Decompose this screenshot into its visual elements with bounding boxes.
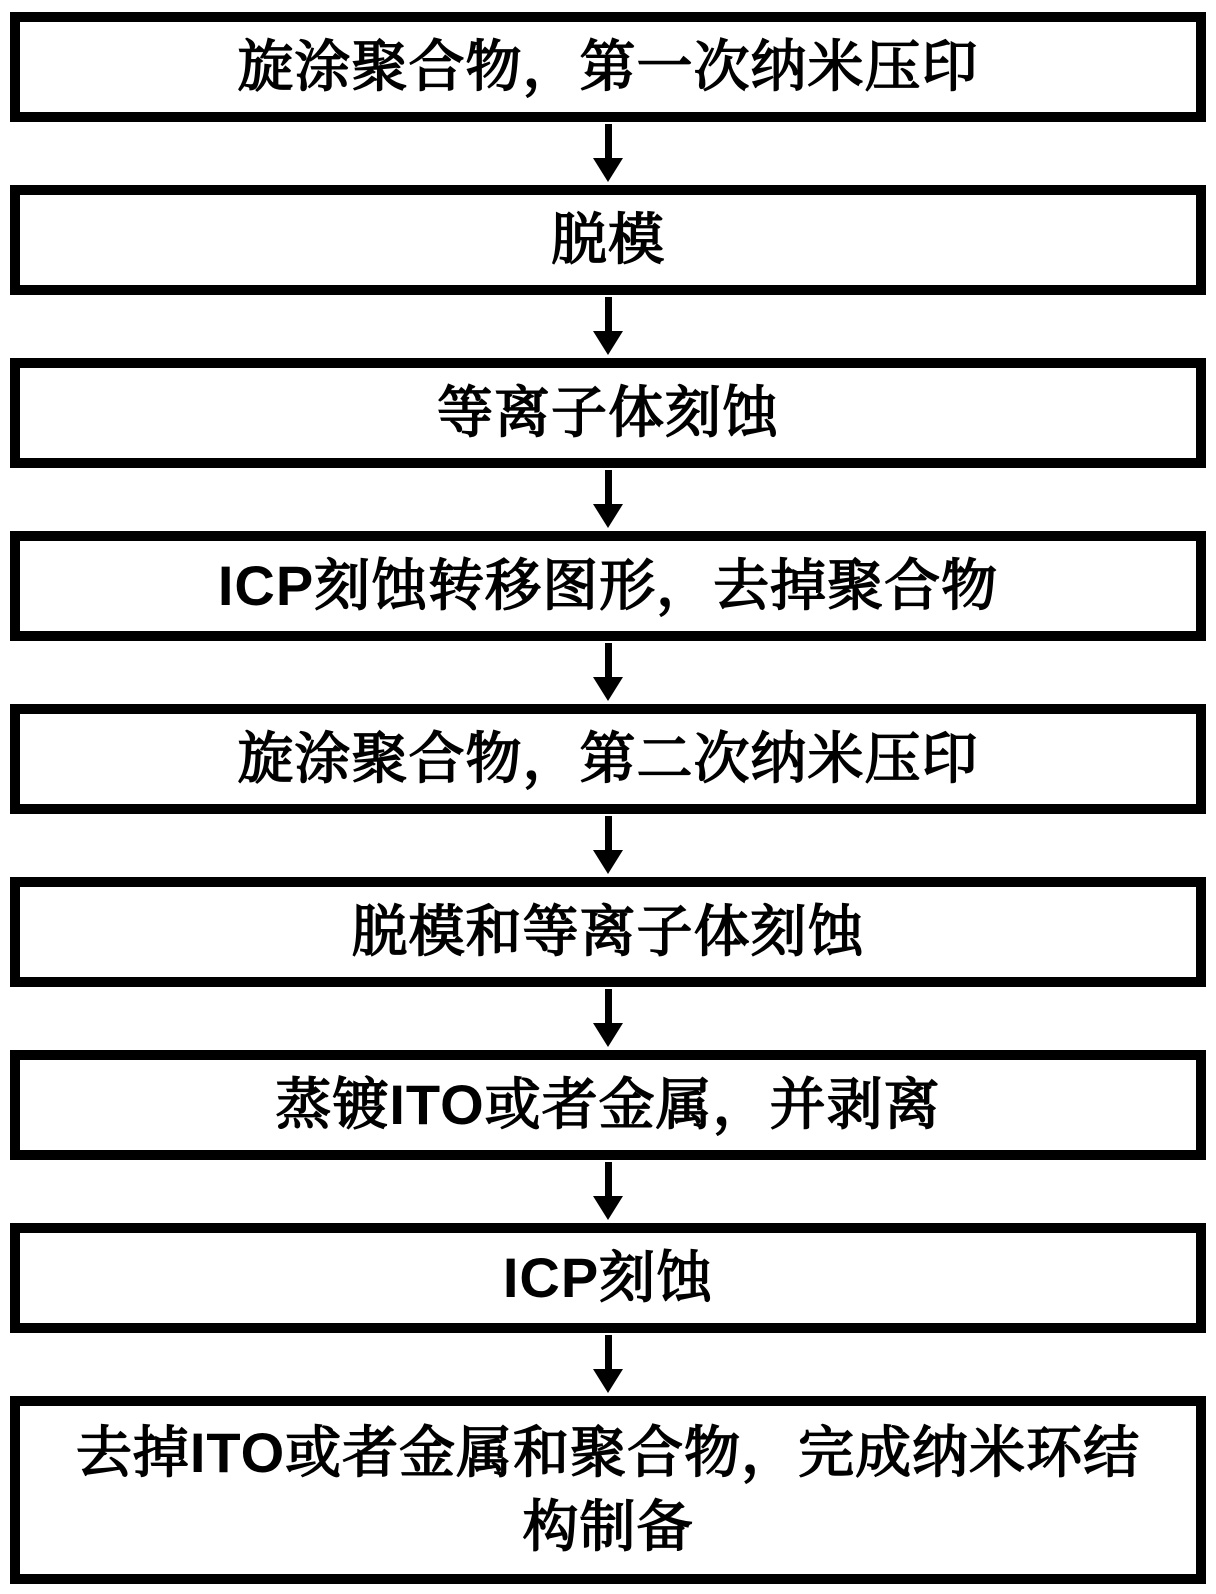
flow-step-label-2: 脱模 [551, 208, 665, 272]
arrow-head [593, 850, 623, 874]
arrow-head [593, 331, 623, 355]
arrow-shaft [605, 643, 612, 677]
arrow-shaft [605, 124, 612, 158]
process-flowchart [0, 12, 1216, 1584]
arrow-shaft [605, 297, 612, 331]
flow-step-label-4: ICP刻蚀转移图形，去掉聚合物 [217, 554, 999, 618]
arrow-shaft [605, 1335, 612, 1369]
arrow-head [593, 504, 623, 528]
flow-step-label-7: 蒸镀ITO或者金属，并剥离 [275, 1073, 941, 1137]
arrow-head [593, 1023, 623, 1047]
flow-step-label-8: ICP刻蚀 [502, 1246, 714, 1310]
arrow-shaft [605, 989, 612, 1023]
flow-step-label-5: 旋涂聚合物，第二次纳米压印 [237, 727, 979, 791]
down-arrow-icon [593, 987, 623, 1050]
flow-step-box-5 [10, 704, 1206, 814]
down-arrow-icon [593, 814, 623, 877]
flow-step-label-6: 脱模和等离子体刻蚀 [351, 900, 865, 964]
down-arrow-icon [593, 468, 623, 531]
flow-step-box-2 [10, 185, 1206, 295]
flow-step-label-1: 旋涂聚合物，第一次纳米压印 [237, 35, 979, 99]
arrow-shaft [605, 1162, 612, 1196]
arrow-shaft [605, 816, 612, 850]
flow-step-box-8 [10, 1223, 1206, 1333]
arrow-head [593, 158, 623, 182]
down-arrow-icon [593, 295, 623, 358]
arrow-head [593, 1196, 623, 1220]
down-arrow-icon [593, 1160, 623, 1223]
arrow-head [593, 677, 623, 701]
flow-step-box-1 [10, 12, 1206, 122]
flow-step-box-3 [10, 358, 1206, 468]
flow-step-label-3: 等离子体刻蚀 [437, 381, 779, 445]
flow-step-label-9: 去掉ITO或者金属和聚合物，完成纳米环结构制备 [75, 1421, 1141, 1558]
down-arrow-icon [593, 641, 623, 704]
arrow-head [593, 1369, 623, 1393]
arrow-shaft [605, 470, 612, 504]
down-arrow-icon [593, 1333, 623, 1396]
flow-step-box-4 [10, 531, 1206, 641]
flow-step-box-6 [10, 877, 1206, 987]
down-arrow-icon [593, 122, 623, 185]
flow-step-box-7 [10, 1050, 1206, 1160]
flow-step-box-9 [10, 1396, 1206, 1584]
